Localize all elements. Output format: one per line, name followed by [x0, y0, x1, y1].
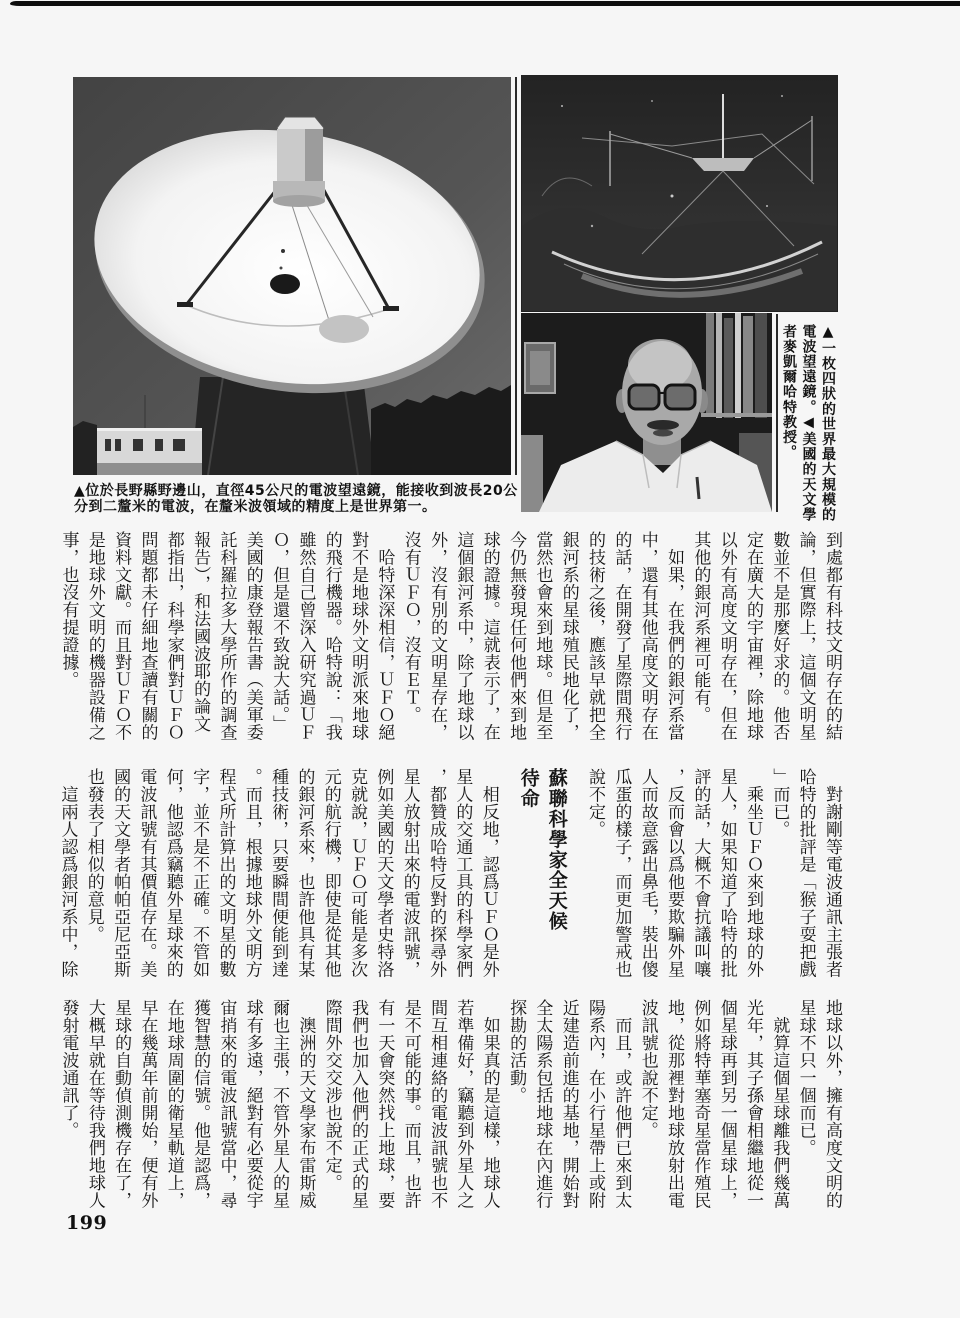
text-column: ，都贊成哈特反對的探尋外 [426, 768, 447, 978]
text-column: 全太陽系包括地球在內進行 [532, 999, 553, 1209]
text-column: 外，沒有別的文明星存在， [427, 531, 448, 741]
page-top-edge [10, 1, 960, 6]
text-column: 是不可能的事。而且，也許 [400, 999, 421, 1209]
text-column: 相反地，認爲ＵＦＯ是外 [478, 768, 499, 978]
text-column: 在地球周圍的衛星軌道上， [163, 999, 184, 1209]
text-column: 到處都有科技文明存在的結 [822, 531, 842, 741]
text-column: 其他的銀河系裡可能有。 [690, 531, 711, 724]
text-column: Ｏ，但是還不致說大話。」 [269, 531, 290, 733]
caption-column: 者麥凱爾哈特教授。 [781, 324, 797, 460]
article-text-block-1 [55, 531, 845, 753]
text-column: 哈特深深相信，ＵＦＯ絕 [374, 531, 395, 741]
text-column: 託科羅拉多大學所作的調查 [216, 531, 237, 741]
text-column: 銀河系的星球殖民地化了， [558, 531, 579, 741]
text-column: 近建造前進的基地，開始對 [558, 999, 579, 1209]
text-column: 中，還有其他高度文明存在 [637, 531, 658, 741]
text-column: 我們也加入他們的正式的星 [348, 999, 369, 1209]
text-column: 間互相連絡的電波訊號也不 [427, 999, 448, 1209]
text-column: 就算這個星球離我們幾萬 [769, 999, 790, 1209]
text-column: 種技術，只要瞬間便能到達 [268, 768, 289, 978]
text-column: 例如美國的天文學者史特洛 [373, 768, 394, 978]
text-column: 個星球再到另一個星球上， [716, 999, 737, 1209]
text-column: 是地球外文明的機器設備之 [84, 531, 105, 741]
text-column: 星人放射出來的電波訊號， [399, 768, 420, 978]
text-column: 星球的自動偵測機存在了， [111, 999, 132, 1209]
text-column: 數並不是那麼好求的。他否 [769, 531, 790, 741]
caption-line: 分到二釐米的電波，在釐米波領域的精度上是世界第一。 [74, 499, 437, 515]
text-column: 有一天會突然找上地球，要 [374, 999, 395, 1209]
text-column: 例如將特華塞奇星當作殖民 [690, 999, 711, 1209]
caption-column: 電波望遠鏡。◀美國的天文學 [800, 324, 817, 523]
text-column: 事，也沒有提證據。 [58, 531, 79, 689]
text-column: 克就說，ＵＦＯ可能是多次 [347, 768, 368, 978]
text-column: 字，並不是不正確。不管如 [189, 768, 210, 978]
text-column: 早在幾萬年前開始，便有外 [137, 999, 158, 1209]
text-column: 爾也主張，不管外星人的星 [269, 999, 290, 1209]
subheading-line: 蘇聯科學家全天候 [545, 768, 568, 932]
text-column: 這兩人認爲銀河系中，除 [57, 768, 78, 978]
text-column: 這個銀河系中，除了地球以 [453, 531, 474, 741]
photo-divider-line [515, 77, 517, 475]
text-column: 電波訊號有其價值存在。美 [136, 768, 157, 978]
subheading-line: 待命 [517, 768, 540, 809]
text-column: 都指出，科學家們對ＵＦＯ [163, 531, 184, 741]
text-column: 也發表了相似的意見。 [83, 768, 104, 943]
text-column: 若準備好，竊聽到外星人之 [453, 999, 474, 1209]
text-column: 報告），和法國波耶的論文 [190, 531, 211, 733]
text-column: 際間外交交涉也說不定。 [321, 999, 342, 1192]
page-number: 199 [66, 1212, 108, 1234]
text-column: 」而已。 [769, 768, 790, 838]
text-column: 探勘的活動。 [506, 999, 527, 1104]
main-photo-caption [74, 483, 518, 515]
text-column: 瓜蛋的樣子，而更加警戒也 [611, 768, 632, 978]
professor-portrait-photo [521, 313, 772, 512]
text-column: 說不定。 [585, 768, 606, 838]
text-column: 如果真的是這樣，地球人 [479, 999, 500, 1209]
text-column: ，反而會以爲他要欺騙外星 [664, 768, 685, 978]
text-column: 沒有ＵＦＯ，沒有ＥＴ。 [400, 531, 421, 724]
text-column: 的話，在開發了星際間飛行 [611, 531, 632, 741]
caption-column: ▲一枚四狀的世界最大規模的 [820, 324, 836, 523]
text-column: 程式所計算出的文明星的數 [215, 768, 236, 978]
text-column: 論，但實際上，這個文明星 [795, 531, 816, 741]
text-column: 澳洲的天文學家布雷斯威 [295, 999, 316, 1209]
text-column: 陽系內，在小行星帶上或附 [585, 999, 606, 1209]
text-column: 獲智慧的信號。他是認爲， [190, 999, 211, 1209]
text-column: 美國的康登報告書（美軍委 [242, 531, 263, 741]
text-column: 如果，在我們的銀河系當 [664, 531, 685, 741]
text-column: 宙捎來的電波訊號當中，尋 [216, 999, 237, 1209]
text-column: 星球不只一個而已。 [795, 999, 816, 1157]
side-photo-caption [778, 324, 837, 529]
text-column: 定在廣大的宇宙裡，除地球 [743, 531, 764, 741]
text-column: 人而故意露出鼻毛，裝出傻 [637, 768, 658, 978]
text-column: 元的航行機，即使是從其他 [320, 768, 341, 978]
text-column: 雖然自己曾深入研究過ＵＦ [295, 531, 316, 741]
text-column: 的飛行機器。哈特說：「我 [321, 531, 342, 741]
caption-line: ▲位於長野縣野邊山，直徑45公尺的電波望遠鏡，能接收到波長20公 [74, 483, 518, 499]
text-column: 問題都未仔細地查讀有關的 [137, 531, 158, 741]
text-column: 波訊號也說不定。 [637, 999, 658, 1139]
text-column: 今仍無發現任何他們來到地 [506, 531, 527, 741]
article-text-block-3 [55, 999, 845, 1221]
text-column: 大概早就在等待我們地球人 [84, 999, 105, 1209]
text-column: 何，他認爲竊聽外星球來的 [162, 768, 183, 978]
text-column: 資料文獻。而且對ＵＦＯ不 [111, 531, 132, 741]
text-column: 哈特的批評是「猴子耍把戲 [795, 768, 816, 978]
text-column: 地球以外，擁有高度文明的 [822, 999, 842, 1209]
article-text-block-2 [55, 768, 845, 990]
text-column: 光年，其子孫會相繼地從一 [743, 999, 764, 1209]
text-column: 的銀河系來，也許他具有某 [294, 768, 315, 978]
section-subheading [502, 768, 582, 990]
text-column: 對不是地球外文明派來地球 [348, 531, 369, 741]
text-column: 星人的交通工具的科學家們 [452, 768, 473, 978]
text-column: 國的天文學者帕帕亞尼亞斯 [110, 768, 131, 978]
text-column: 。而且，根據地球外文明方 [241, 768, 262, 978]
text-column: 的技術之後，應該早就把全 [585, 531, 606, 741]
text-column: 對謝剛等電波通訊主張者 [822, 768, 842, 978]
radio-telescope-photo [73, 77, 511, 475]
text-column: 以外有高度文明存在，但在 [716, 531, 737, 741]
text-column: 乘坐ＵＦＯ來到地球的外 [743, 768, 764, 978]
text-column: 當然也會來到地球。但是至 [532, 531, 553, 741]
text-column: 星人，如果知道了哈特的批 [716, 768, 737, 978]
text-column: 發射電波通訊了。 [58, 999, 79, 1139]
night-telescope-photo [521, 75, 838, 312]
text-column: 球的證據。這就表示了，在 [479, 531, 500, 741]
text-column: 球有多遠，絕對有必要從宇 [242, 999, 263, 1209]
text-column: 地，從那裡對地球放射出電 [664, 999, 685, 1209]
text-column: 而且，或許他們已來到太 [611, 999, 632, 1209]
text-column: 評的話，大概不會抗議叫嚷 [690, 768, 711, 978]
